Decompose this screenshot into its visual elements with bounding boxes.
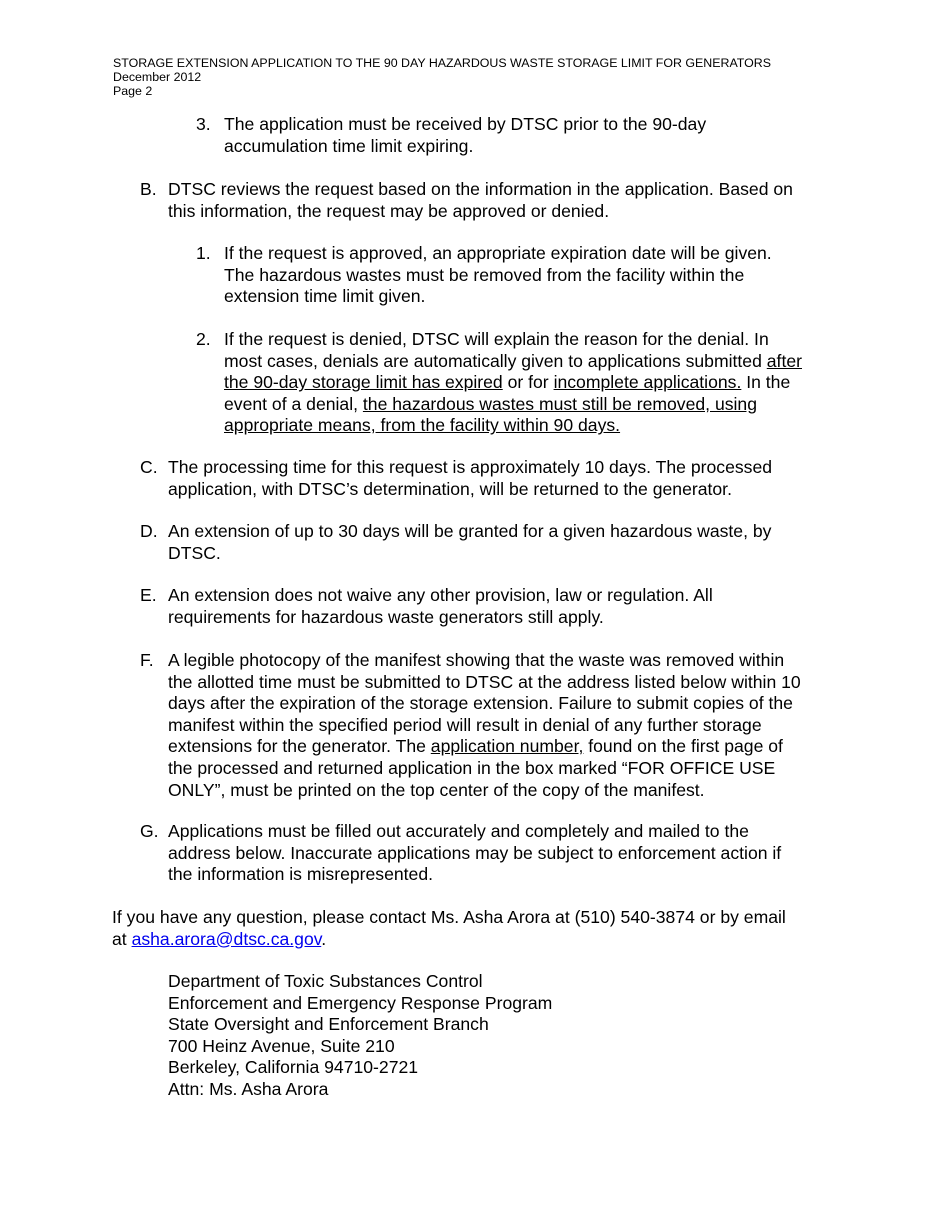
item-line: application, with DTSC’s determination, will be returned to the generator. <box>168 478 732 499</box>
item-d <box>140 521 860 564</box>
contact-paragraph <box>112 907 852 950</box>
header-title: STORAGE EXTENSION APPLICATION TO THE 90 DAY HAZARDOUS WASTE STORAGE LIMIT FOR GENERATORS <box>113 56 771 70</box>
text-segment: event of a denial, <box>224 393 363 414</box>
item-line <box>224 415 856 437</box>
underlined-text: the hazardous wastes must still be removed, using <box>362 393 758 414</box>
item-marker: B. <box>140 179 157 199</box>
underlined-text: appropriate means, from the facility within 90 days. <box>224 415 621 436</box>
address-line: Berkeley, California 94710-2721 <box>168 1057 419 1078</box>
item-line: manifest within the specified period will result in denial of any further storage <box>168 714 762 735</box>
email-link[interactable]: asha.arora@dtsc.ca.gov <box>131 928 322 949</box>
item-line: DTSC. <box>168 542 221 563</box>
item-line: If the request is denied, DTSC will explain the reason for the denial. In <box>224 329 769 349</box>
item-marker: 3. <box>196 114 211 134</box>
item-e <box>140 585 860 628</box>
item-b <box>140 179 860 222</box>
item-marker: D. <box>140 521 158 541</box>
item-marker: E. <box>140 585 157 605</box>
item-line <box>224 394 856 416</box>
item-line: DTSC reviews the request based on the information in the application. Based on <box>168 179 793 199</box>
item-line: An extension does not waive any other provision, law or regulation. All <box>168 585 713 605</box>
item-line: requirements for hazardous waste generators still apply. <box>168 606 604 627</box>
text-segment: at <box>112 928 132 949</box>
item-line: Applications must be filled out accurately and completely and mailed to the <box>168 821 749 841</box>
item-line: The application must be received by DTSC prior to the 90-day <box>224 114 707 134</box>
underlined-text: after <box>766 350 802 371</box>
item-f <box>140 650 860 801</box>
address-line: 700 Heinz Avenue, Suite 210 <box>168 1035 395 1056</box>
text-segment: . <box>321 928 327 949</box>
item-line: the information is misrepresented. <box>168 864 434 885</box>
contact-line: If you have any question, please contact Ms. Asha Arora at (510) 540-3874 or by email <box>112 907 786 927</box>
item-b1 <box>196 243 846 308</box>
text-segment: found on the first page of <box>583 736 783 757</box>
text-segment: extensions for the generator. The <box>168 736 431 757</box>
page-header <box>113 56 771 98</box>
item-line <box>224 372 856 394</box>
item-line: A legible photocopy of the manifest showing that the waste was removed within <box>168 650 785 670</box>
item-line: An extension of up to 30 days will be granted for a given hazardous waste, by <box>168 521 772 541</box>
item-marker: C. <box>140 457 158 477</box>
underlined-text: the 90-day storage limit has expired <box>224 372 503 393</box>
contact-line <box>112 929 852 951</box>
item-line: If the request is approved, an appropriate expiration date will be given. <box>224 243 772 263</box>
underlined-text: application number, <box>430 736 584 757</box>
header-page-number: Page 2 <box>113 84 153 98</box>
address-line: Enforcement and Emergency Response Program <box>168 992 553 1013</box>
item-line: address below. Inaccurate applications may be subject to enforcement action if <box>168 842 782 863</box>
item-marker: 2. <box>196 329 211 349</box>
item-line: ONLY”, must be printed on the top center of the copy of the manifest. <box>168 779 705 800</box>
item-b2 <box>196 329 856 437</box>
item-line: accumulation time limit expiring. <box>224 135 474 156</box>
item-line: this information, the request may be approved or denied. <box>168 200 610 221</box>
item-line: extension time limit given. <box>224 286 426 307</box>
item-a3 <box>196 114 846 157</box>
text-segment: most cases, denials are automatically given to applications submitted <box>224 350 767 371</box>
item-marker: G. <box>140 821 159 841</box>
item-line: the allotted time must be submitted to DTSC at the address listed below within 10 <box>168 671 801 692</box>
address-line: Attn: Ms. Asha Arora <box>168 1078 329 1099</box>
item-g <box>140 821 860 886</box>
item-line <box>224 351 856 373</box>
item-marker: 1. <box>196 243 211 263</box>
item-line: The processing time for this request is approximately 10 days. The processed <box>168 457 773 477</box>
underlined-text: incomplete applications. <box>553 372 742 393</box>
address-line: Department of Toxic Substances Control <box>168 971 483 991</box>
address-line: State Oversight and Enforcement Branch <box>168 1014 489 1035</box>
item-marker: F. <box>140 650 154 670</box>
item-line: days after the expiration of the storage extension. Failure to submit copies of the <box>168 693 793 714</box>
text-segment: In the <box>741 372 791 393</box>
item-line: The hazardous wastes must be removed from the facility within the <box>224 264 745 285</box>
item-c <box>140 457 860 500</box>
mailing-address <box>168 971 768 1101</box>
header-date: December 2012 <box>113 70 202 84</box>
item-line <box>168 736 860 758</box>
item-line: the processed and returned application in the box marked “FOR OFFICE USE <box>168 757 776 778</box>
text-segment: or for <box>502 372 554 393</box>
